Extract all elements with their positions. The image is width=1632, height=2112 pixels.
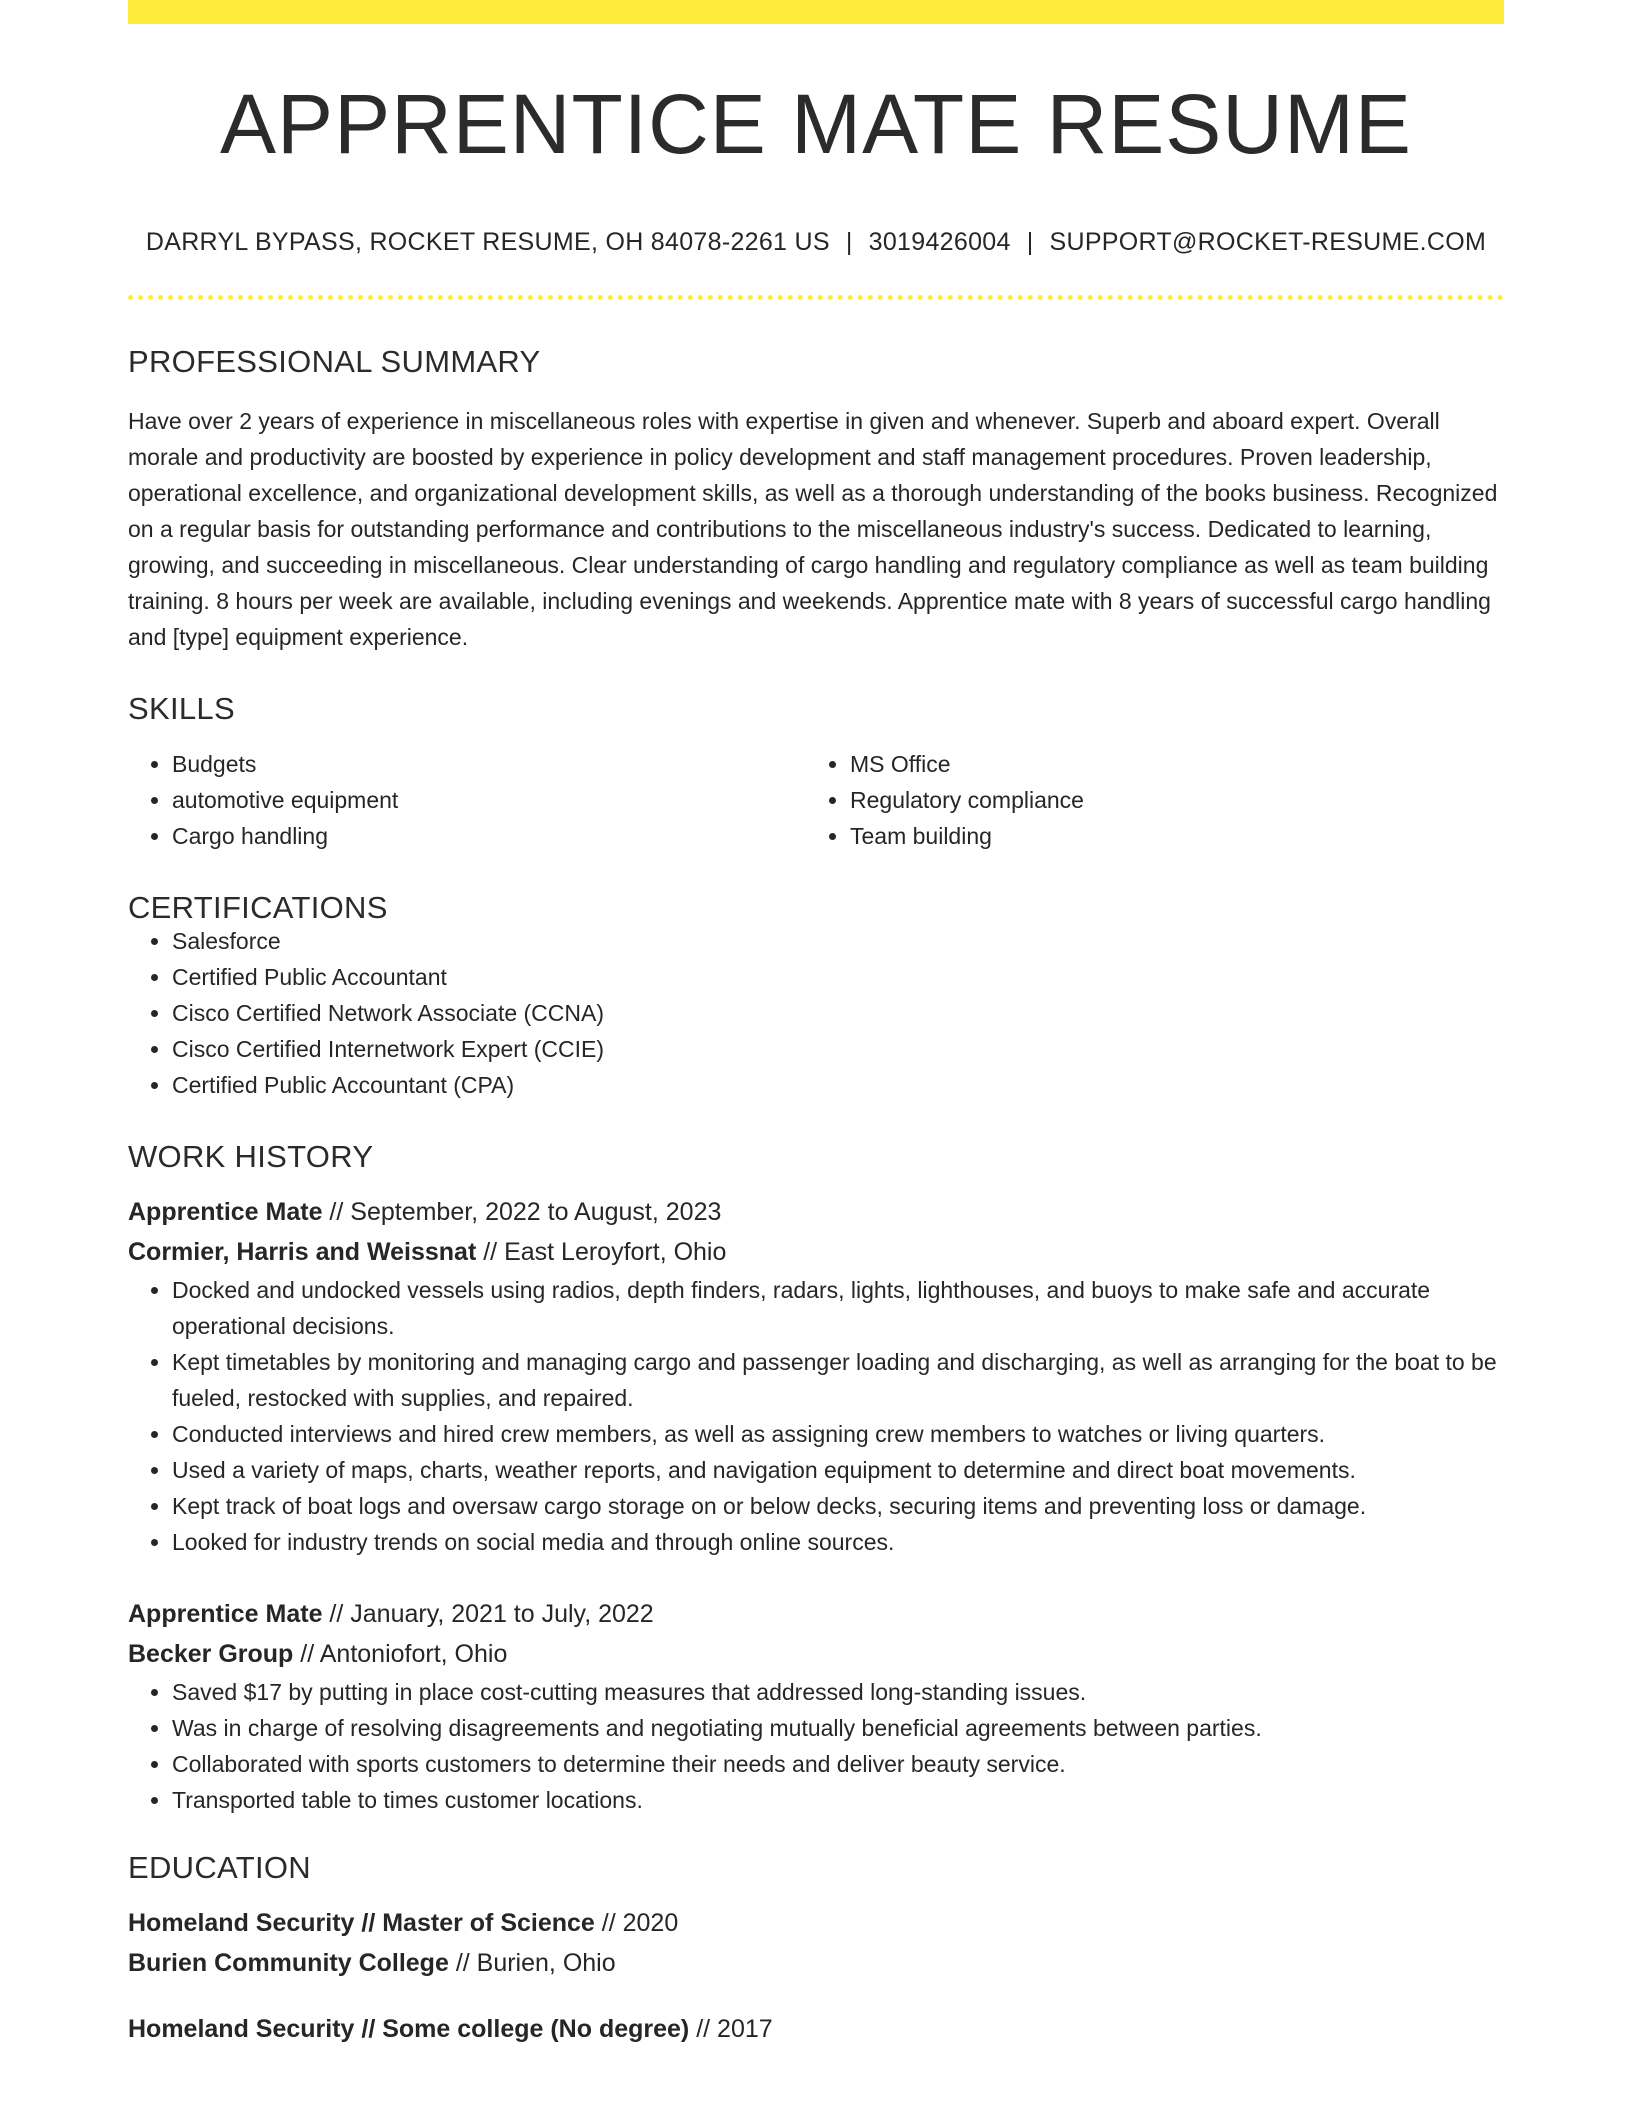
- job-company-line: [128, 1232, 1504, 1272]
- skill-item: • Team building: [850, 818, 1484, 854]
- contact-address: DARRYL BYPASS, ROCKET RESUME, OH 84078-2261 US: [145, 228, 830, 256]
- skills-column-left: [128, 746, 806, 854]
- job-bullet: • Docked and undocked vessels using radios, depth finders, radars, lights, lighthouses, and buoys to make safe and accurate operational decisions.: [172, 1272, 1504, 1344]
- job-bullet: • Used a variety of maps, charts, weather reports, and navigation equipment to determine and direct boat movements.: [172, 1452, 1504, 1488]
- job-title-line: [128, 1192, 1504, 1232]
- education-degree-line: [128, 2009, 1504, 2049]
- job-company: Cormier, Harris and Weissnat: [128, 1238, 477, 1266]
- education-degree: Homeland Security // Master of Science: [128, 1909, 595, 1937]
- skill-item: • Cargo handling: [172, 818, 806, 854]
- certification-item: • Cisco Certified Internetwork Expert (CCIE): [172, 1031, 1504, 1067]
- contact-separator: |: [1026, 228, 1034, 256]
- job-bullet: • Saved $17 by putting in place cost-cutting measures that addressed long-standing issues.: [172, 1674, 1504, 1710]
- job-bullet: • Looked for industry trends on social media and through online sources.: [172, 1524, 1504, 1560]
- job-role: Apprentice Mate: [128, 1198, 323, 1226]
- education-degree: Homeland Security // Some college (No degree): [128, 2015, 690, 2043]
- resume-page: [128, 0, 1504, 2049]
- contact-separator: |: [845, 228, 853, 256]
- job-bullet: • Conducted interviews and hired crew members, as well as assigning crew members to watches or living quarters.: [172, 1416, 1504, 1452]
- education-year: // 2020: [594, 1909, 679, 1937]
- job-bullet: • Was in charge of resolving disagreements and negotiating mutually beneficial agreements between parties.: [172, 1710, 1504, 1746]
- education-school: Burien Community College: [128, 1949, 449, 1977]
- job-dates: // September, 2022 to August, 2023: [322, 1198, 722, 1226]
- job-role: Apprentice Mate: [128, 1600, 323, 1628]
- summary-text: Have over 2 years of experience in miscellaneous roles with expertise in given and whenever. Superb and aboard expert. Overall morale and productivity are boosted by experience in policy development and staff management procedures. Proven leadership, operational excellence, and organizational development skills, as well as a thorough understanding of the books business. Recognized on a regular basis for outstanding performance and contributions to the miscellaneous industry's success. Dedicated to learning, growing, and succeeding in miscellaneous. Clear understanding of cargo handling and regulatory compliance as well as team building training. 8 hours per week are available, including evenings and weekends. Apprentice mate with 8 years of successful cargo handling and [type] equipment experience.: [128, 408, 1498, 650]
- job-company: Becker Group: [128, 1640, 294, 1668]
- job-bullet: • Kept track of boat logs and oversaw cargo storage on or below decks, securing items and preventing loss or damage.: [172, 1488, 1504, 1524]
- job-location: // Antoniofort, Ohio: [293, 1640, 508, 1668]
- dotted-divider: [128, 295, 1504, 300]
- education-heading: EDUCATION: [128, 1850, 311, 1885]
- job-title-line: [128, 1594, 1504, 1634]
- certification-item: • Certified Public Accountant: [172, 959, 1504, 995]
- work-history-heading: WORK HISTORY: [128, 1139, 374, 1174]
- certification-item: • Salesforce: [172, 923, 1504, 959]
- top-accent-bar: [128, 0, 1504, 24]
- certifications-list: [128, 923, 1504, 1103]
- skills-column-right: [806, 746, 1484, 854]
- job-bullets: [128, 1272, 1504, 1560]
- job-dates: // January, 2021 to July, 2022: [322, 1600, 654, 1628]
- education-school-line: [128, 1943, 1504, 1983]
- education-year: // 2017: [689, 2015, 773, 2043]
- job-company-line: [128, 1634, 1504, 1674]
- skills-grid: [128, 746, 1504, 854]
- certifications-heading: CERTIFICATIONS: [128, 890, 388, 925]
- education-location: // Burien, Ohio: [448, 1949, 616, 1977]
- resume-title: APPRENTICE MATE RESUME: [220, 77, 1412, 171]
- job-location: // East Leroyfort, Ohio: [476, 1238, 727, 1266]
- education-degree-line: [128, 1903, 1504, 1943]
- contact-email[interactable]: SUPPORT@ROCKET-RESUME.COM: [1049, 228, 1487, 256]
- skill-item: • Regulatory compliance: [850, 782, 1484, 818]
- skill-item: • automotive equipment: [172, 782, 806, 818]
- certification-item: • Cisco Certified Network Associate (CCNA): [172, 995, 1504, 1031]
- job-bullet: • Collaborated with sports customers to determine their needs and deliver beauty service.: [172, 1746, 1504, 1782]
- contact-line: [128, 230, 1504, 255]
- skill-item: • MS Office: [850, 746, 1484, 782]
- skill-item: • Budgets: [172, 746, 806, 782]
- contact-phone[interactable]: 3019426004: [868, 228, 1011, 256]
- certification-item: • Certified Public Accountant (CPA): [172, 1067, 1504, 1103]
- skills-heading: SKILLS: [128, 691, 235, 726]
- job-bullet: • Transported table to times customer locations.: [172, 1782, 1504, 1818]
- job-bullets: [128, 1674, 1504, 1818]
- summary-heading: PROFESSIONAL SUMMARY: [128, 344, 541, 379]
- job-bullet: • Kept timetables by monitoring and managing cargo and passenger loading and discharging, as well as arranging for the boat to be fueled, restocked with supplies, and repaired.: [172, 1344, 1504, 1416]
